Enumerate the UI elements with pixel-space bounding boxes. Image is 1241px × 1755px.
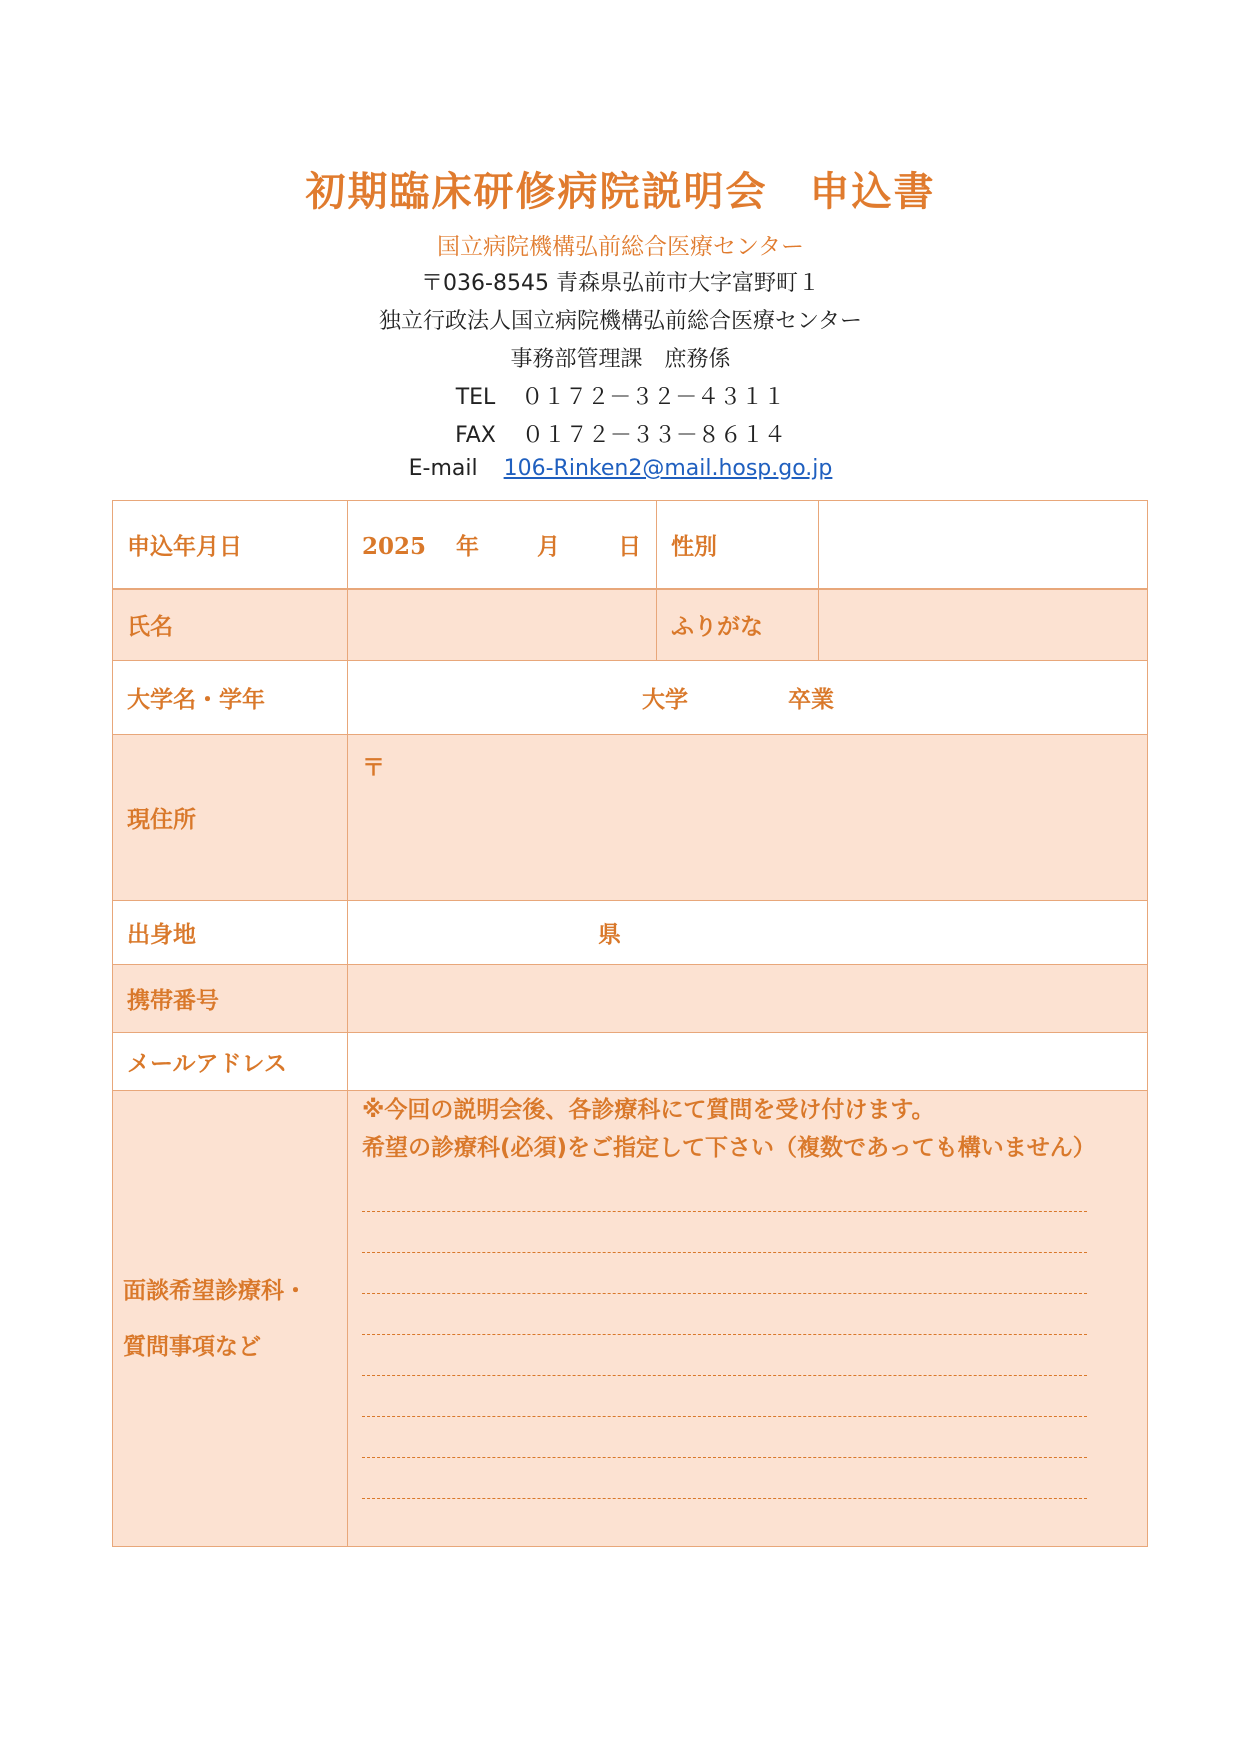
email-line [0, 456, 1241, 481]
memo-line [362, 1212, 1087, 1253]
department-text: 事務部管理課 庶務係 [510, 347, 731, 372]
gender-field[interactable] [819, 501, 1148, 589]
furigana-field[interactable] [819, 589, 1148, 661]
row-email [113, 1033, 1148, 1091]
tel-line [0, 380, 1241, 411]
year-unit: 年 [456, 533, 480, 560]
memo-line [362, 1253, 1087, 1294]
row-address [113, 735, 1148, 901]
interview-field[interactable] [348, 1091, 1148, 1547]
email-address-field[interactable] [348, 1033, 1148, 1091]
row-university [113, 661, 1148, 735]
postal-mark: 〒 [362, 755, 385, 781]
hometown-field[interactable] [348, 901, 1148, 965]
hometown-label: 出身地 [113, 901, 348, 965]
interview-label [113, 1091, 348, 1547]
interview-note-2: 希望の診療科(必須)をご指定して下さい（複数であっても構いません） [362, 1135, 1096, 1161]
interview-label-line1: 面談希望診療科・ [123, 1277, 307, 1304]
email-address-label: メールアドレス [113, 1033, 348, 1091]
apply-date-label: 申込年月日 [113, 501, 348, 589]
page-title: 初期臨床研修病院説明会 申込書 [305, 169, 936, 215]
memo-line [362, 1376, 1087, 1417]
application-form [112, 500, 1148, 1547]
prefecture-unit: 県 [598, 922, 621, 948]
organization-text: 独立行政法人国立病院機構弘前総合医療センター [378, 309, 863, 334]
address-field[interactable] [348, 735, 1148, 901]
address-text: 〒036-8545 青森県弘前市大字富野町１ [421, 271, 820, 296]
mobile-label: 携帯番号 [113, 965, 348, 1033]
hospital-name: 国立病院機構弘前総合医療センター [436, 234, 805, 260]
apply-date-field[interactable] [348, 501, 657, 589]
name-label: 氏名 [113, 589, 348, 661]
day-unit: 日 [618, 533, 642, 560]
university-unit: 大学 [642, 687, 688, 713]
fax-line [0, 418, 1241, 449]
fax-number: ０１７２－３３－８６１４ [521, 423, 786, 448]
email-link[interactable]: 106-Rinken2@mail.hosp.go.jp [503, 456, 833, 481]
tel-label: TEL [455, 385, 496, 410]
row-apply-date [113, 501, 1148, 589]
university-label: 大学名・学年 [113, 661, 348, 735]
row-interview [113, 1091, 1148, 1547]
address-label: 現住所 [113, 735, 348, 901]
memo-line [362, 1294, 1087, 1335]
tel-number: ０１７２－３２－４３１１ [521, 385, 786, 410]
email-label: E-mail [408, 456, 478, 481]
interview-label-line2: 質問事項など [123, 1333, 261, 1360]
fax-label: FAX [455, 423, 496, 448]
university-field[interactable] [348, 661, 1148, 735]
memo-line [362, 1171, 1087, 1212]
gender-label: 性別 [657, 501, 819, 589]
row-hometown [113, 901, 1148, 965]
memo-line [362, 1335, 1087, 1376]
mobile-field[interactable] [348, 965, 1148, 1033]
row-mobile [113, 965, 1148, 1033]
interview-note-1: ※今回の説明会後、各診療科にて質問を受け付けます。 [362, 1097, 935, 1123]
memo-line [362, 1458, 1087, 1499]
furigana-label: ふりがな [657, 589, 819, 661]
row-name [113, 589, 1148, 661]
graduation-unit: 卒業 [788, 687, 834, 713]
year-value: 2025 [362, 532, 427, 560]
month-unit: 月 [537, 533, 561, 560]
name-field[interactable] [348, 589, 657, 661]
memo-line [362, 1417, 1087, 1458]
